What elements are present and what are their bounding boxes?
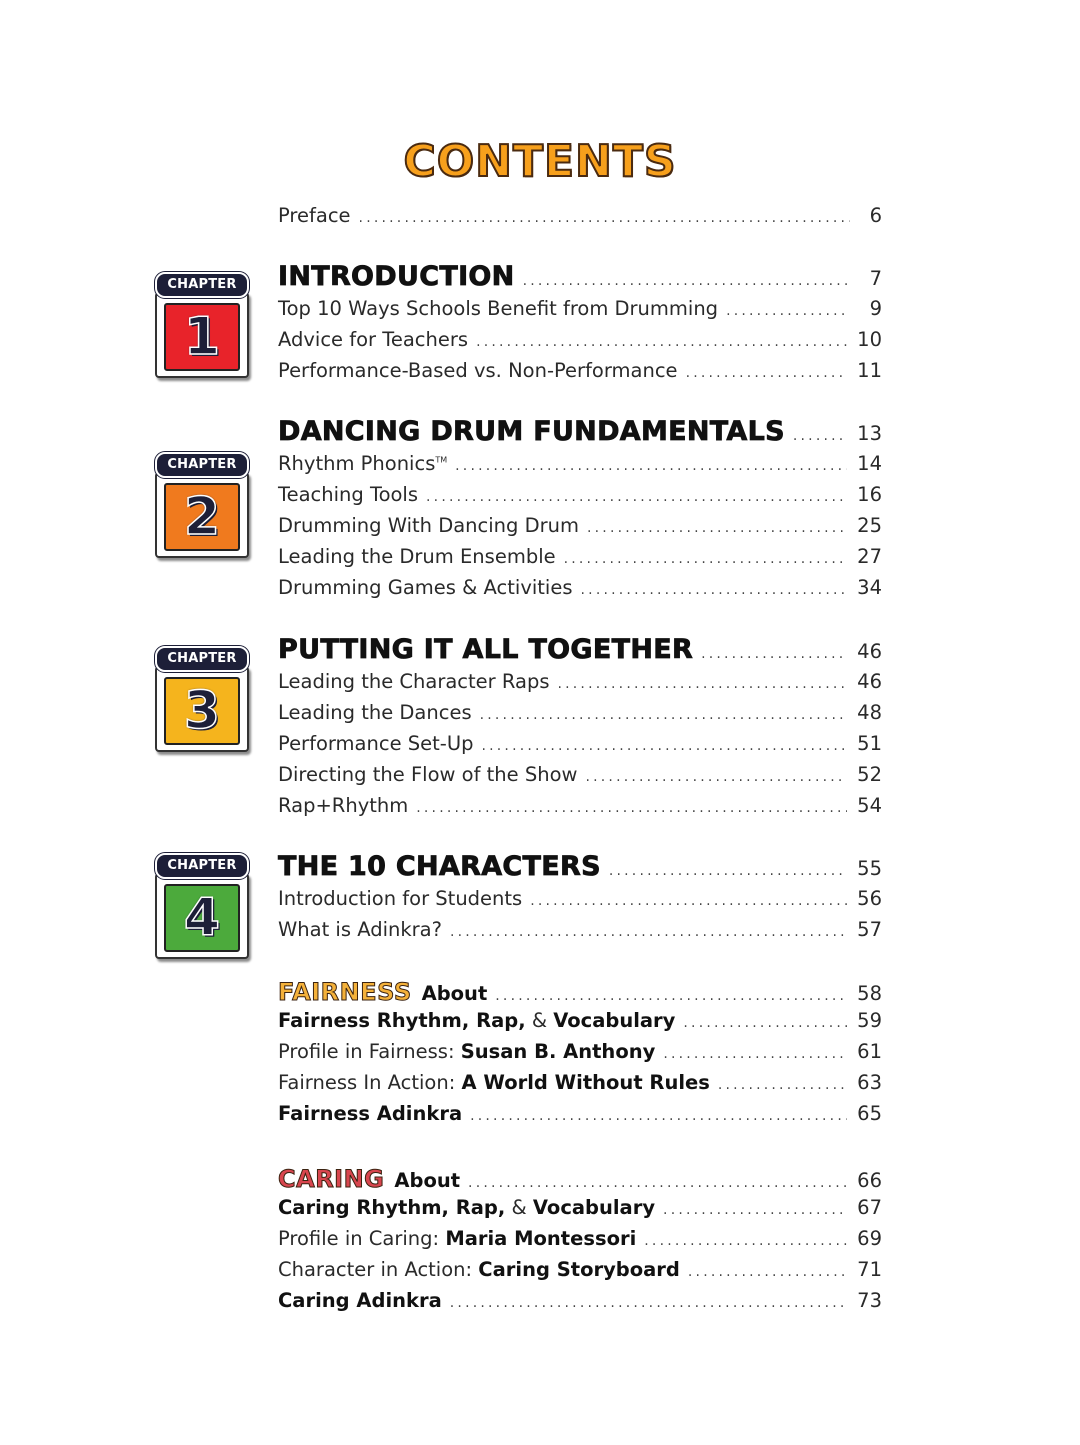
entry-label: Caring Rhythm, Rap, & Vocabulary: [278, 1196, 656, 1219]
entry-page: 57: [857, 918, 882, 941]
chapter-tag: CHAPTER: [155, 646, 249, 672]
trademark-mark: TM: [435, 455, 448, 465]
entry-page: 63: [857, 1071, 882, 1094]
dot-leader: [416, 800, 847, 816]
toc-entry[interactable]: [278, 514, 882, 545]
caring-badge: CARING: [278, 1165, 385, 1193]
entry-label: FAIRNESS About: [278, 978, 488, 1006]
entry-page: 27: [857, 545, 882, 568]
entry-page: 69: [857, 1227, 882, 1250]
toc-entry-caring-about[interactable]: [278, 1165, 882, 1196]
entry-label: Fairness In Action: A World Without Rules: [278, 1071, 710, 1094]
chapter-number: 3: [183, 681, 221, 741]
entry-label: Leading the Dances: [278, 701, 472, 724]
entry-label: Performance-Based vs. Non-Performance: [278, 359, 678, 382]
dot-leader: [468, 1175, 847, 1191]
entry-page: 51: [857, 732, 882, 755]
chapter-4-badge: [155, 853, 249, 959]
toc-entry[interactable]: [278, 328, 882, 359]
entry-page: 55: [857, 857, 882, 880]
toc-preface: [278, 204, 882, 235]
toc-entry[interactable]: [278, 763, 882, 794]
entry-label: Advice for Teachers: [278, 328, 469, 351]
dot-leader: [564, 551, 848, 567]
entry-label: Top 10 Ways Schools Benefit from Drumming: [278, 297, 719, 320]
chapter-tag: CHAPTER: [155, 272, 249, 298]
dot-leader: [450, 924, 847, 940]
chapter-tag: CHAPTER: [155, 853, 249, 879]
entry-page: 56: [857, 887, 882, 910]
dot-leader: [644, 1233, 847, 1249]
entry-label: Leading the Character Raps: [278, 670, 550, 693]
dot-leader: [581, 582, 848, 598]
fairness-badge: FAIRNESS: [278, 978, 412, 1006]
toc-entry[interactable]: [278, 1071, 882, 1102]
chapter-3-badge: [155, 646, 249, 752]
toc-fairness: [278, 978, 882, 1133]
chapter-number-square: [164, 884, 240, 952]
chapter-heading-label: DANCING DRUM FUNDAMENTALS: [278, 416, 785, 447]
entry-label: Drumming Games & Activities: [278, 576, 573, 599]
entry-page: 9: [869, 297, 882, 320]
entry-label: Rhythm Phonics™: [278, 452, 448, 475]
toc-entry[interactable]: [278, 670, 882, 701]
toc-entry[interactable]: [278, 452, 882, 483]
entry-label: Caring Adinkra: [278, 1289, 442, 1312]
dot-leader: [585, 769, 847, 785]
toc-entry-fairness-about[interactable]: [278, 978, 882, 1009]
dot-leader: [481, 738, 847, 754]
toc-entry[interactable]: [278, 701, 882, 732]
entry-label: Rap+Rhythm: [278, 794, 409, 817]
entry-page: 11: [857, 359, 882, 382]
toc-entry[interactable]: [278, 483, 882, 514]
dot-leader: [455, 458, 847, 474]
toc-chapter-heading[interactable]: [278, 261, 882, 297]
dot-leader: [718, 1077, 847, 1093]
toc-chapter-heading[interactable]: [278, 634, 882, 670]
entry-label: Directing the Flow of the Show: [278, 763, 578, 786]
dot-leader: [663, 1046, 847, 1062]
dot-leader: [793, 428, 847, 444]
entry-page: 13: [857, 422, 882, 445]
chapter-heading-label: THE 10 CHARACTERS: [278, 851, 601, 882]
entry-page: 16: [857, 483, 882, 506]
entry-page: 67: [857, 1196, 882, 1219]
dot-leader: [663, 1202, 847, 1218]
dot-leader: [476, 334, 847, 350]
chapter-number: 1: [183, 307, 221, 367]
toc-entry[interactable]: [278, 1196, 882, 1227]
toc-entry[interactable]: [278, 359, 882, 390]
dot-leader: [523, 273, 850, 289]
toc-entry[interactable]: [278, 1102, 882, 1133]
dot-leader: [426, 489, 847, 505]
dot-leader: [726, 303, 850, 319]
entry-label: Preface: [278, 204, 351, 227]
entry-page: 65: [857, 1102, 882, 1125]
entry-page: 48: [857, 701, 882, 724]
dot-leader: [688, 1264, 847, 1280]
chapter-heading-label: PUTTING IT ALL TOGETHER: [278, 634, 694, 665]
chapter-1-badge: [155, 272, 249, 378]
page-title: CONTENTS: [403, 136, 677, 187]
toc-entry[interactable]: [278, 1009, 882, 1040]
entry-page: 34: [857, 576, 882, 599]
entry-label: Profile in Fairness: Susan B. Anthony: [278, 1040, 656, 1063]
entry-label: What is Adinkra?: [278, 918, 442, 941]
dot-leader: [470, 1108, 847, 1124]
entry-label: Fairness Rhythm, Rap, & Vocabulary: [278, 1009, 676, 1032]
dot-leader: [450, 1295, 847, 1311]
toc-entry[interactable]: [278, 1040, 882, 1071]
dot-leader: [480, 707, 848, 723]
chapter-number-square: [164, 483, 240, 551]
chapter-heading-label: INTRODUCTION: [278, 261, 515, 292]
dot-leader: [359, 210, 850, 226]
dot-leader: [686, 365, 848, 381]
dot-leader: [683, 1015, 847, 1031]
entry-page: 52: [857, 763, 882, 786]
toc-entry[interactable]: [278, 1289, 882, 1320]
toc-entry-preface[interactable]: [278, 204, 882, 235]
chapter-number: 4: [183, 888, 221, 948]
dot-leader: [557, 676, 847, 692]
toc-chapter-heading[interactable]: [278, 416, 882, 452]
chapter-card: [155, 292, 249, 378]
dot-leader: [701, 646, 847, 662]
chapter-tag: CHAPTER: [155, 452, 249, 478]
entry-page: 71: [857, 1258, 882, 1281]
entry-label: Profile in Caring: Maria Montessori: [278, 1227, 637, 1250]
dot-leader: [587, 520, 847, 536]
entry-label: Teaching Tools: [278, 483, 419, 506]
toc-entry[interactable]: [278, 1258, 882, 1289]
toc-chapter-heading[interactable]: [278, 851, 882, 887]
chapter-card: [155, 472, 249, 558]
chapter-2-badge: [155, 452, 249, 558]
dot-leader: [609, 863, 847, 879]
entry-label: Character in Action: Caring Storyboard: [278, 1258, 680, 1281]
toc-entry[interactable]: [278, 1227, 882, 1258]
entry-label: Leading the Drum Ensemble: [278, 545, 556, 568]
entry-page: 66: [857, 1169, 882, 1192]
toc-entry[interactable]: [278, 732, 882, 763]
dot-leader: [495, 988, 847, 1004]
chapter-number-square: [164, 677, 240, 745]
chapter-number-square: [164, 303, 240, 371]
chapter-number: 2: [183, 487, 221, 547]
dot-leader: [530, 893, 847, 909]
toc-entry[interactable]: [278, 794, 882, 825]
toc-chapter-3: [278, 634, 882, 825]
entry-page: 54: [857, 794, 882, 817]
toc-chapter-2: [278, 416, 882, 607]
chapter-card: [155, 666, 249, 752]
toc-chapter-1: [278, 261, 882, 390]
entry-page: 10: [857, 328, 882, 351]
entry-label: CARING About: [278, 1165, 461, 1193]
entry-label: Drumming With Dancing Drum: [278, 514, 579, 537]
entry-page: 7: [869, 267, 882, 290]
toc-entry[interactable]: [278, 918, 882, 949]
toc-entry[interactable]: [278, 576, 882, 607]
toc-caring: [278, 1165, 882, 1320]
entry-page: 46: [857, 640, 882, 663]
entry-page: 25: [857, 514, 882, 537]
toc-entry[interactable]: [278, 887, 882, 918]
entry-page: 61: [857, 1040, 882, 1063]
entry-page: 58: [857, 982, 882, 1005]
toc-entry[interactable]: [278, 545, 882, 576]
entry-page: 6: [869, 204, 882, 227]
entry-page: 73: [857, 1289, 882, 1312]
entry-label: Introduction for Students: [278, 887, 523, 910]
entry-page: 59: [857, 1009, 882, 1032]
entry-page: 46: [857, 670, 882, 693]
entry-label: Performance Set-Up: [278, 732, 474, 755]
chapter-card: [155, 873, 249, 959]
entry-label: Fairness Adinkra: [278, 1102, 463, 1125]
entry-page: 14: [857, 452, 882, 475]
toc-chapter-4: [278, 851, 882, 949]
toc-entry[interactable]: [278, 297, 882, 328]
